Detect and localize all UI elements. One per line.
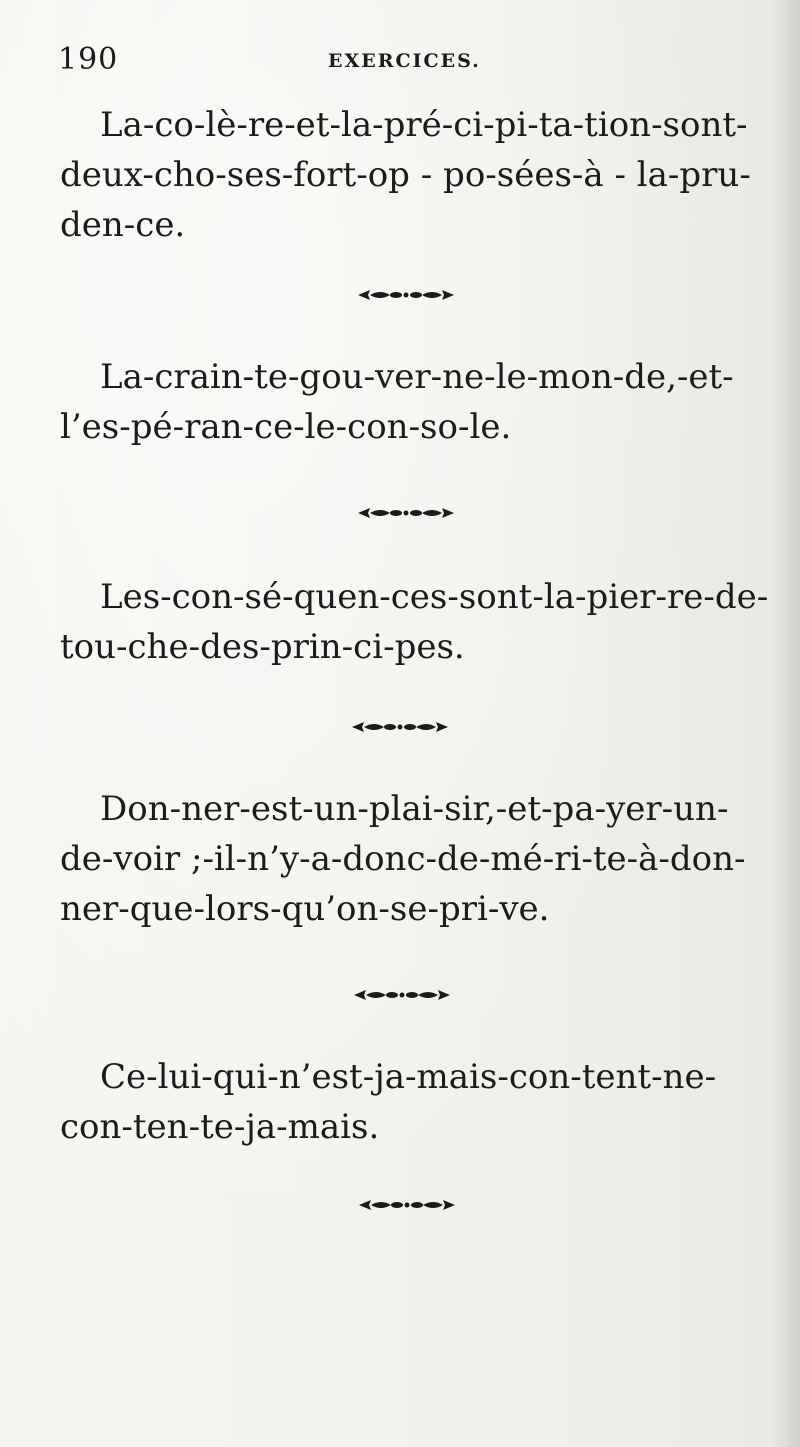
fleuron-ornament-icon: [356, 505, 456, 521]
page-number: 190: [58, 42, 119, 77]
maxim-line: Les-con-sé-quen-ces-sont-la-pier-re-de-: [100, 577, 769, 617]
maxim-line: La-crain-te-gou-ver-ne-le-mon-de,-et-: [100, 357, 734, 397]
maxim-line: den-ce.: [60, 205, 186, 245]
maxim-4: [60, 784, 760, 934]
maxim-3: [60, 572, 769, 672]
maxim-line: l’es-pé-ran-ce-le-con-so-le.: [60, 407, 512, 447]
maxim-line: Ce-lui-qui-n’est-ja-mais-con-tent-ne-: [100, 1057, 717, 1097]
maxim-line: tou-che-des-prin-ci-pes.: [60, 627, 465, 667]
fleuron-ornament-icon: [356, 287, 456, 303]
maxim-1: [60, 100, 760, 250]
maxim-2: [60, 352, 760, 452]
maxim-line: deux-cho-ses-fort-op - po-sées-à - la-pru-: [60, 155, 751, 195]
maxim-5: [60, 1052, 760, 1152]
fleuron-ornament-icon: [352, 987, 452, 1003]
maxim-line: con-ten-te-ja-mais.: [60, 1107, 380, 1147]
running-head: EXERCICES.: [328, 50, 481, 72]
maxim-line: Don-ner-est-un-plai-sir,-et-pa-yer-un-: [100, 789, 729, 829]
fleuron-ornament-icon: [350, 719, 450, 735]
maxim-line: La-co-lè-re-et-la-pré-ci-pi-ta-tion-sont-: [100, 105, 748, 145]
page-edge-shadow: [772, 0, 800, 1447]
maxim-line: de-voir ;-il-n’y-a-donc-de-mé-ri-te-à-don-: [60, 839, 746, 879]
maxim-line: ner-que-lors-qu’on-se-pri-ve.: [60, 889, 550, 929]
fleuron-ornament-icon: [357, 1197, 457, 1213]
